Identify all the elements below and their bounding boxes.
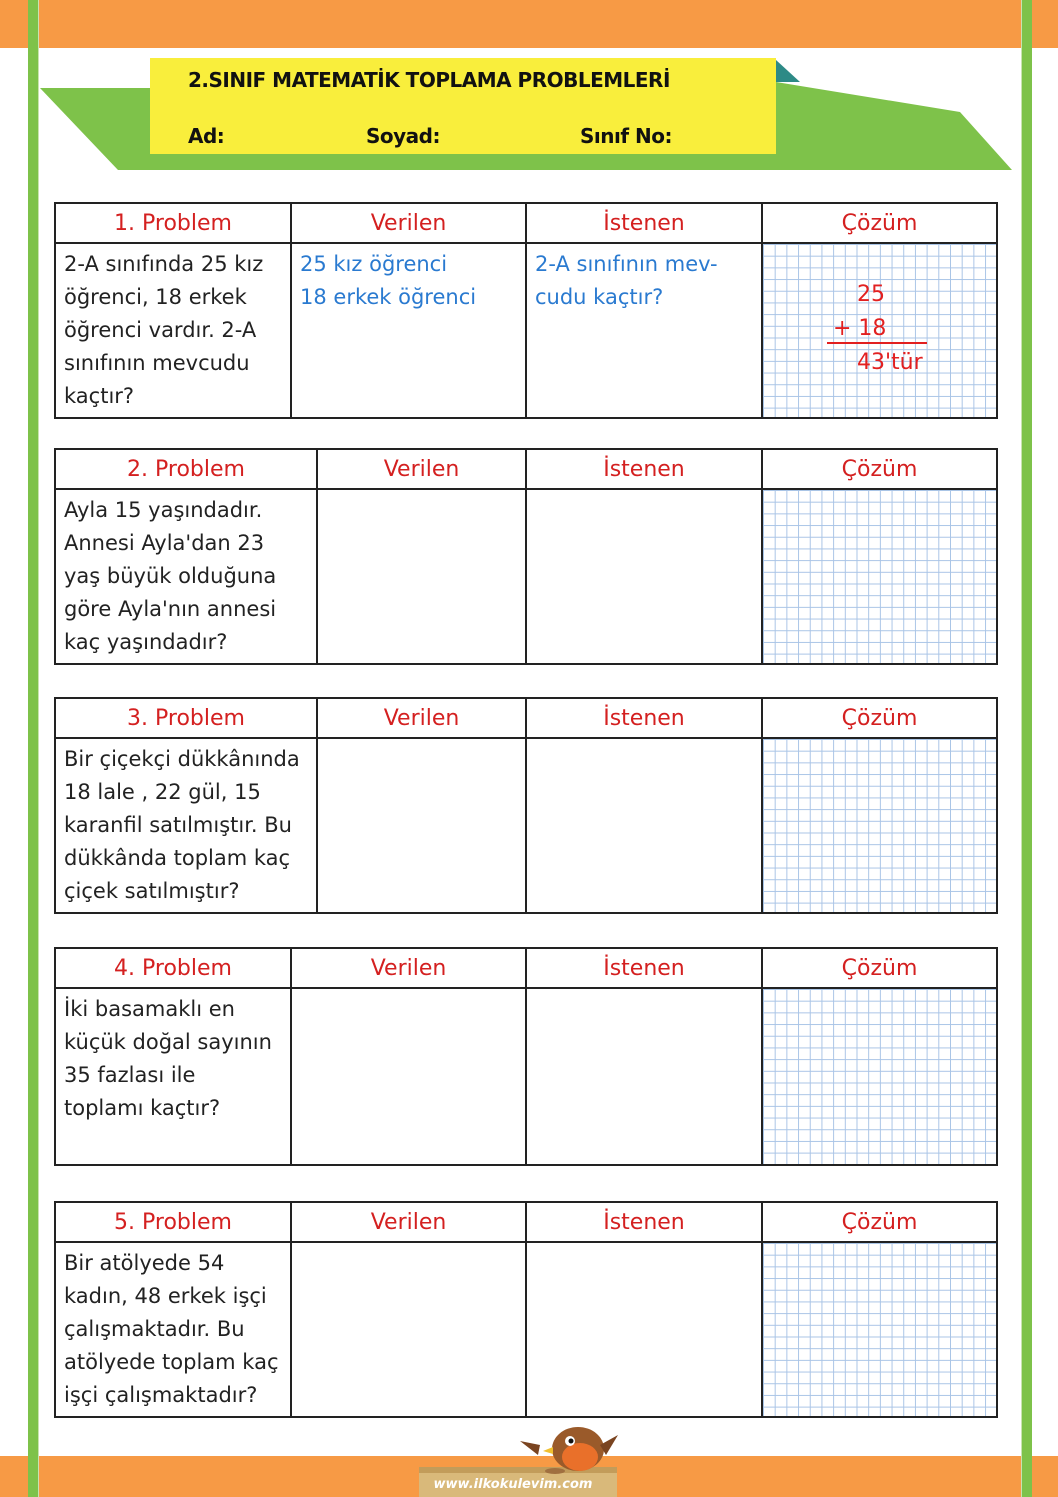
problem-label: 5. Problem [55,1202,291,1242]
solution-grid[interactable] [762,243,997,418]
problem-table-1 [54,202,998,419]
istenen-cell[interactable] [526,1242,762,1417]
surname-label: Soyad: [366,124,440,148]
cozum-header: Çözüm [762,203,997,243]
class-number-label: Sınıf No: [580,124,672,148]
problem-table-4 [54,947,998,1166]
name-label: Ad: [188,124,225,148]
solution-addend-a: 25 [857,282,885,307]
problem-text: Bir atölyede 54 kadın, 48 erkek işçi çalışmaktadır. Bu atölyede toplam kaç işçi çalışmaktadır? [55,1242,291,1417]
problem-table-3 [54,697,998,914]
istenen-header: İstenen [526,203,762,243]
problem-label: 3. Problem [55,698,317,738]
istenen-cell[interactable] [526,738,762,913]
istenen-header: İstenen [526,948,762,988]
verilen-header: Verilen [317,449,526,489]
page-title: 2.SINIF MATEMATİK TOPLAMA PROBLEMLERİ [188,68,670,92]
verilen-header: Verilen [291,948,526,988]
verilen-header: Verilen [291,203,526,243]
left-inner-stripe [38,0,39,1497]
problem-text: 2-A sınıfında 25 kız öğrenci, 18 erkek öğrenci vardır. 2-A sınıfının mevcudu kaçtır? [55,243,291,418]
problem-table-2 [54,448,998,665]
cozum-header: Çözüm [762,698,997,738]
verilen-cell[interactable] [291,988,526,1165]
right-green-stripe [1022,0,1032,1497]
solution-grid[interactable] [762,1242,997,1417]
right-inner-stripe [1021,0,1022,1497]
solution-grid[interactable] [762,738,997,913]
solution-grid[interactable] [762,489,997,664]
problem-table-5 [54,1201,998,1418]
istenen-cell[interactable] [526,489,762,664]
solution-grid[interactable] [762,988,997,1165]
istenen-header: İstenen [526,449,762,489]
verilen-header: Verilen [291,1202,526,1242]
solution-sum-line [827,342,927,344]
istenen-cell[interactable] [526,988,762,1165]
problem-label: 2. Problem [55,449,317,489]
istenen-header: İstenen [526,1202,762,1242]
solution-addend-b: + 18 [833,316,887,341]
cozum-header: Çözüm [762,449,997,489]
verilen-cell[interactable]: 25 kız öğrenci 18 erkek öğrenci [291,243,526,418]
problem-text: Ayla 15 yaşındadır. Annesi Ayla'dan 23 yaş büyük olduğuna göre Ayla'nın annesi kaç yaşındadır? [55,489,317,664]
cozum-header: Çözüm [762,1202,997,1242]
verilen-cell[interactable] [317,489,526,664]
problem-label: 1. Problem [55,203,291,243]
problem-text: İki basamaklı en küçük doğal sayının 35 fazlası ile toplamı kaçtır? [55,988,291,1165]
cozum-header: Çözüm [762,948,997,988]
problem-text: Bir çiçekçi dükkânında 18 lale , 22 gül, 15 karanfil satılmıştır. Bu dükkânda toplam kaç çiçek satılmıştır? [55,738,317,913]
left-green-stripe [28,0,38,1497]
problem-label: 4. Problem [55,948,291,988]
solution-result: 43'tür [857,350,923,375]
verilen-header: Verilen [317,698,526,738]
istenen-cell[interactable]: 2-A sınıfının mev- cudu kaçtır? [526,243,762,418]
istenen-header: İstenen [526,698,762,738]
site-url[interactable]: www.ilkokulevim.com [433,1477,593,1492]
verilen-cell[interactable] [291,1242,526,1417]
verilen-cell[interactable] [317,738,526,913]
